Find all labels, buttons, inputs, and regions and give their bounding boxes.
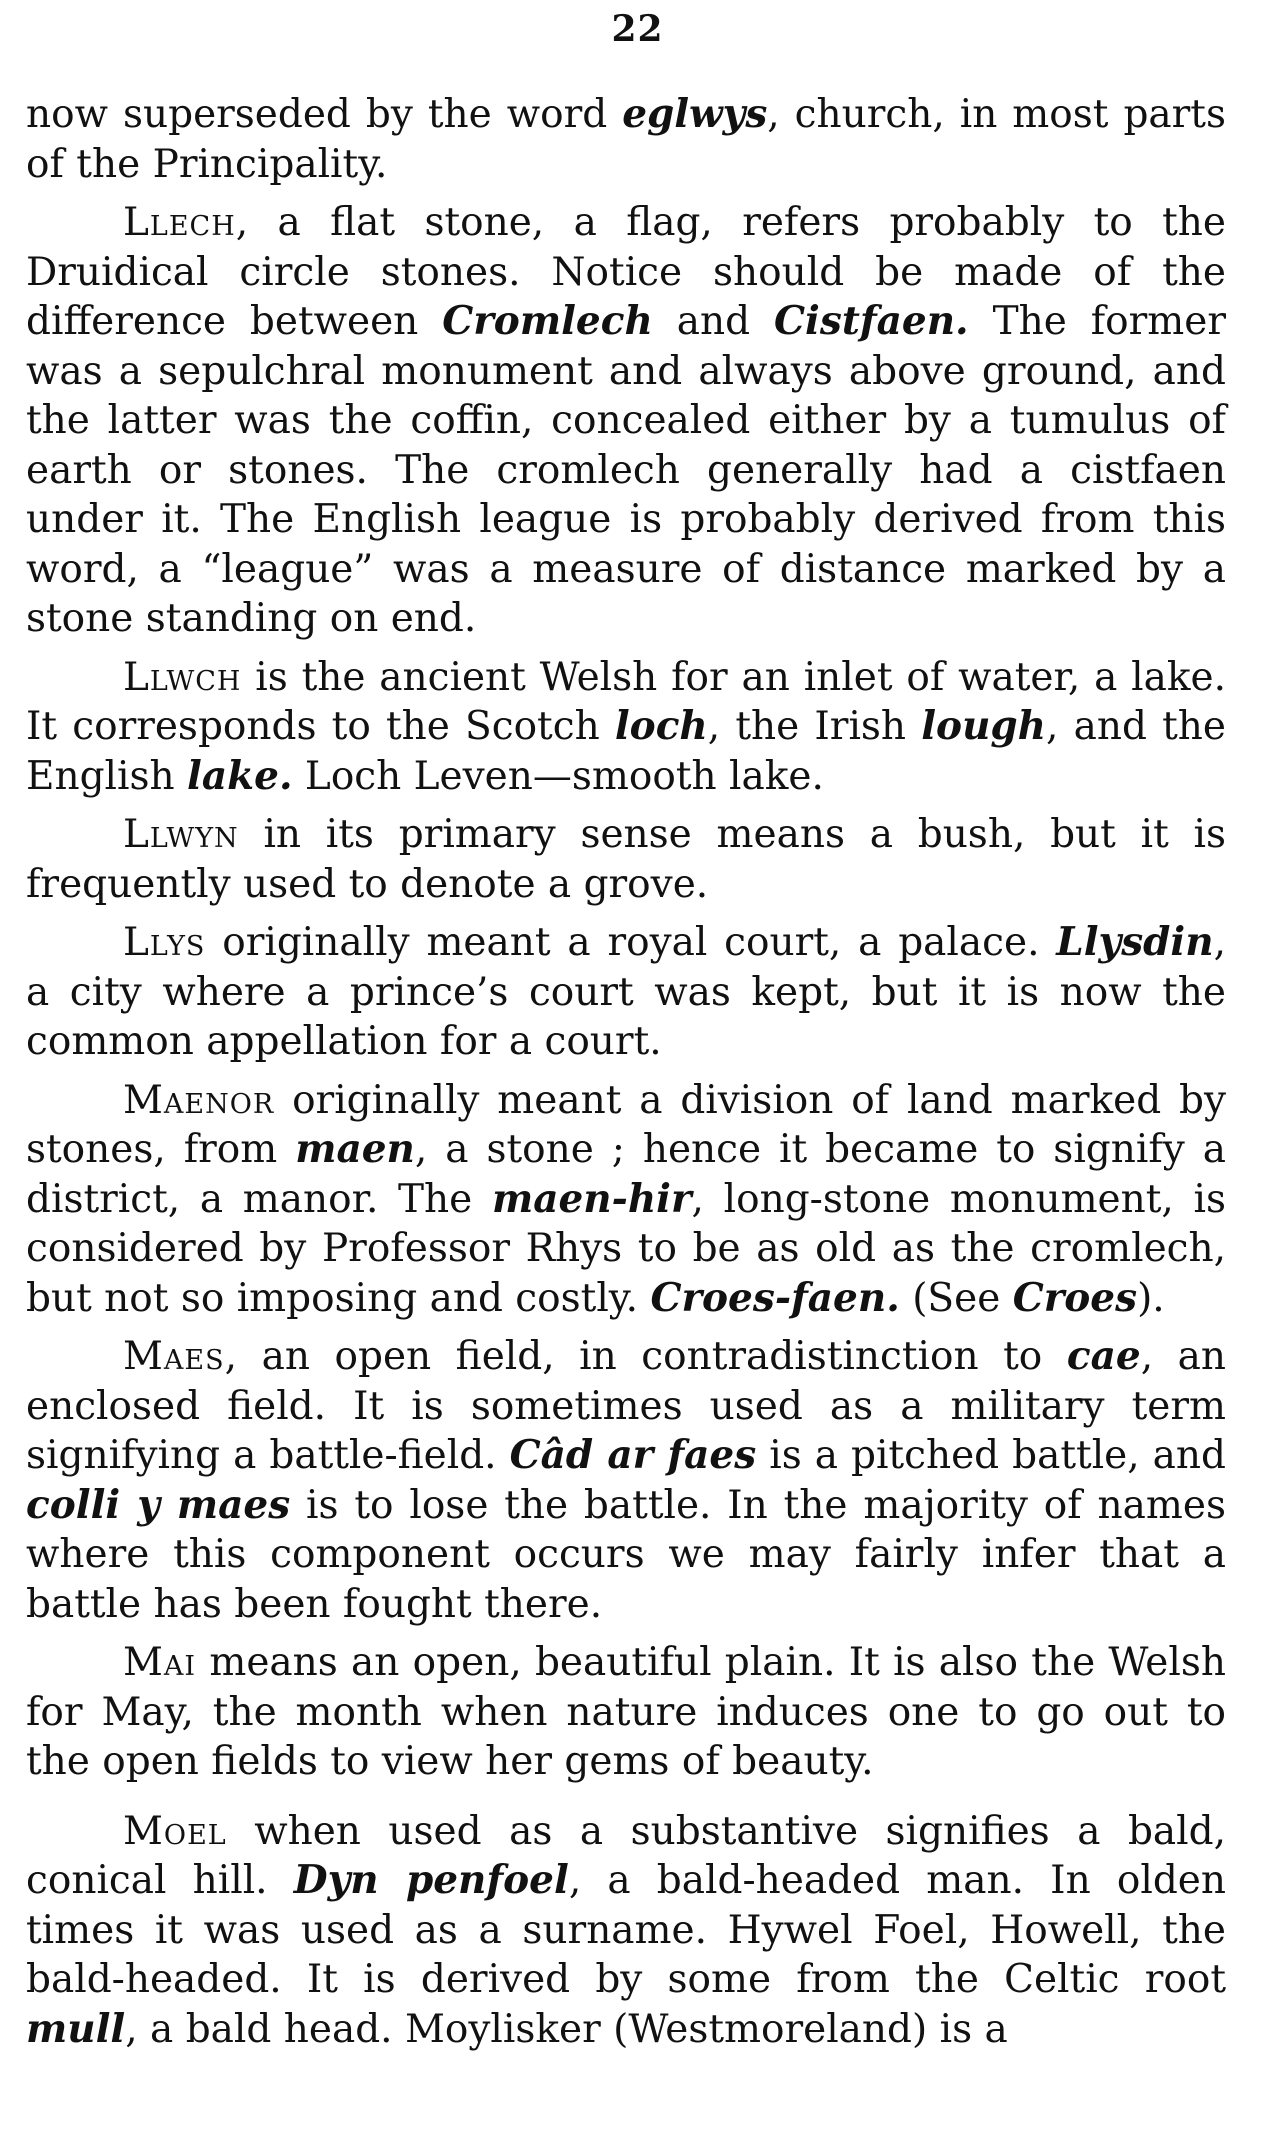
text-run: and [652, 299, 775, 344]
italic-term: maen [295, 1126, 415, 1172]
italic-term: Croes-faen. [650, 1274, 900, 1321]
entry-headword: Moel [123, 1808, 227, 1854]
text-run: , an enclosed field. It is sometimes used as a military term signifying a battle-field. [26, 1334, 1226, 1478]
italic-term: Croes [1012, 1274, 1138, 1321]
text-run: originally meant a division of land marked by stones, from [26, 1077, 1226, 1172]
entry-headword: Llech [123, 200, 236, 245]
text-run: is to lose the battle. In the majority of names where this component occurs we may fairly infer that a battle has been fought there. [26, 1482, 1226, 1627]
page-number: 22 [611, 8, 664, 50]
entry-paragraph [26, 1638, 1226, 1787]
text-run: is a pitched battle, and [756, 1433, 1226, 1478]
italic-term: loch [614, 703, 708, 749]
entry-headword: Llwch [123, 654, 242, 700]
entry-paragraph [26, 1332, 1226, 1629]
italic-term: Cromlech [442, 298, 653, 344]
italic-term: mull [26, 2005, 126, 2052]
text-run: , and the English [26, 704, 1226, 799]
text-run: when used as a substantive signifies a bald, conical hill. [26, 1808, 1226, 1903]
italic-term: Dyn penfoel [293, 1857, 569, 1903]
italic-term: lough [921, 703, 1047, 749]
text-run: , a stone ; hence it became to signify a district, a manor. The [26, 1127, 1227, 1222]
italic-term: lake. [187, 752, 293, 799]
text-run: , a flat stone, a flag, refers probably to the Druidical circle stones. Notice should be made of the difference between [26, 200, 1226, 344]
entry-headword: Maes [123, 1334, 225, 1379]
entry-headword: Llys [123, 920, 206, 965]
text-run: , a bald head. Moylisker (Westmoreland) is a [125, 2006, 1008, 2052]
text-run: is the ancient Welsh for an inlet of water, a lake. It corresponds to the Scotch [26, 654, 1226, 749]
text-run: , a bald-headed man. In olden times it was used as a surname. Hywel Foel, Howell, the bald-headed. It is derived by some from the Celtic root [26, 1858, 1226, 2002]
text-run: ). [1137, 1275, 1165, 1321]
page-text-body [26, 90, 1226, 2074]
entry-paragraph [26, 918, 1226, 1067]
continued-paragraph [26, 90, 1226, 189]
text-run: in its primary sense means a bush, but it is frequently used to denote a grove. [26, 812, 1226, 907]
entry-headword: Llwyn [123, 812, 239, 857]
italic-term: Câd ar faes [509, 1432, 757, 1478]
italic-term: eglwys [622, 91, 768, 137]
text-run: means an open, beautiful plain. It is also the Welsh for May, the month when nature induces one to go out to the open fields to view her gems of beauty. [26, 1640, 1226, 1784]
entry-paragraph [26, 653, 1226, 802]
text-run: , church, in most parts of the Principality. [26, 92, 1226, 187]
text-run: , an open field, in contradistinction to [224, 1334, 1067, 1379]
entry-paragraph [26, 1807, 1226, 2055]
italic-term: Cistfaen. [774, 298, 969, 344]
text-run: The former was a sepulchral monument and always above ground, and the latter was the coffin, concealed either by a tumulus of earth or stones. The cromlech generally had a cistfaen under it. The English league is probably derived from this word, a “league” was a measure of distance marked by a stone standing on end. [26, 299, 1226, 641]
text-run: now superseded by the word [26, 92, 623, 137]
text-run: Loch Leven—smooth lake. [292, 753, 824, 799]
text-run: (See [899, 1275, 1013, 1321]
text-run: originally meant a royal court, a palace. [205, 920, 1057, 965]
entry-headword: Maenor [123, 1077, 275, 1123]
entry-paragraph [26, 810, 1226, 909]
italic-term: Llysdin [1056, 919, 1214, 965]
text-run: , long-stone monument, is considered by Professor Rhys to be as old as the cromlech, but not so imposing and costly. [26, 1176, 1226, 1321]
entry-paragraph [26, 1076, 1226, 1324]
entry-paragraph [26, 198, 1226, 644]
italic-term: cae [1066, 1333, 1141, 1379]
italic-term: colli y maes [26, 1481, 291, 1528]
text-run: , the Irish [707, 704, 922, 749]
text-run: , a city where a prince’s court was kept, but it is now the common appellation for a court. [26, 920, 1226, 1064]
entry-headword: Mai [123, 1640, 197, 1685]
italic-term: maen-hir [491, 1175, 692, 1222]
